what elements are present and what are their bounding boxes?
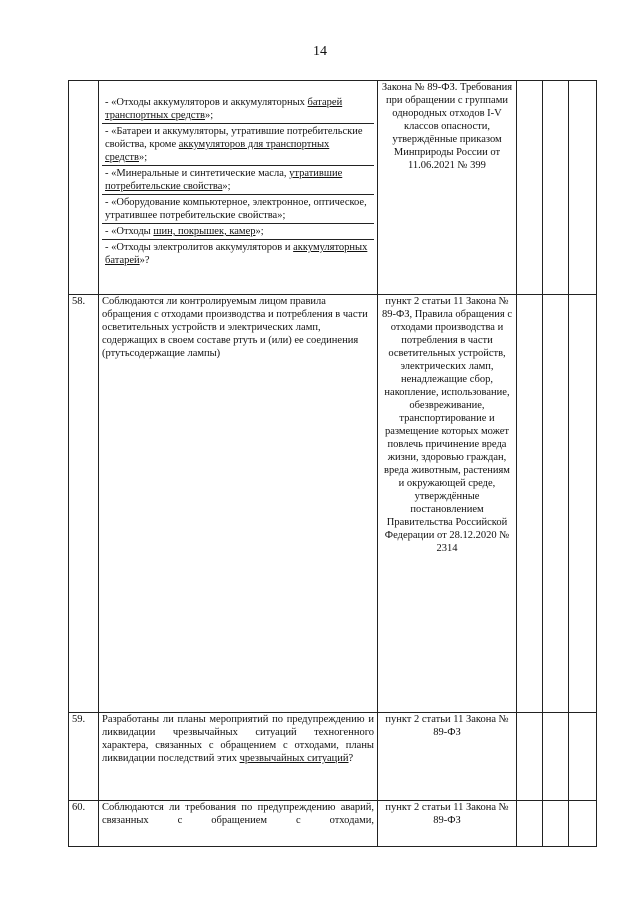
- question-cell: [99, 81, 378, 295]
- list-item: [102, 195, 374, 224]
- list-item: [102, 166, 374, 195]
- legal-basis-cell: Закона № 89-ФЗ. Требования при обращении с группами однородных отходов I-V классов опасности, утверждённые приказом Минприроды России от 11.06.2021 № 399: [378, 81, 517, 295]
- answer-no-cell: [543, 295, 569, 713]
- item-underlined: аккумуляторных батарей: [105, 242, 368, 266]
- answer-yes-cell: [517, 713, 543, 801]
- answer-na-cell: [569, 295, 597, 713]
- row-number: 59.: [69, 713, 99, 801]
- item-underlined: утратившие потребительские свойства: [105, 168, 343, 192]
- list-item: [102, 124, 374, 166]
- page-number: 14: [313, 44, 327, 59]
- item-underlined: аккумуляторов для транспортных средств: [105, 139, 330, 163]
- row-number: 60.: [69, 801, 99, 847]
- item-text: - «Отходы: [105, 226, 151, 237]
- list-item: [102, 224, 374, 240]
- table-row: [69, 81, 597, 295]
- answer-na-cell: [569, 801, 597, 847]
- table-row: [69, 295, 597, 713]
- answer-na-cell: [569, 81, 597, 295]
- legal-basis-cell: пункт 2 статьи 11 Закона № 89-ФЗ, Правила обращения с отходами производства и потребления в части осветительных устройств, электрических ламп, ненадлежащие сбор, накопление, использование, обезвреживание, транспортирование и размещение которых может повлечь причинение вреда жизни, здоровью граждан, вреда животным, растениям и окружающей среде, утверждённые постановлением Правительства Российской Федерации от 28.12.2020 № 2314: [378, 295, 517, 713]
- item-text: - «Минеральные и синтетические масла,: [105, 168, 287, 179]
- answer-yes-cell: [517, 295, 543, 713]
- item-suffix: »;: [205, 110, 214, 121]
- answer-no-cell: [543, 801, 569, 847]
- item-suffix: »;: [255, 226, 264, 237]
- list-item: [102, 240, 374, 268]
- row-number-cell: [69, 81, 99, 295]
- table-row: [69, 713, 597, 801]
- item-text: - «Батареи и аккумуляторы, утратившие потребительские свойства, кроме: [105, 126, 363, 150]
- question-text: Разработаны ли планы мероприятий по предупреждению и ликвидации чрезвычайных ситуаций техногенного характера, связанных с обращением с отходами, планы ликвидации последствий этих: [102, 714, 374, 764]
- question-suffix: ?: [348, 753, 354, 764]
- table-row: [69, 801, 597, 847]
- question-cell: Соблюдаются ли контролируемым лицом правила обращения с отходами производства и потребления в части осветительных устройств и электрических ламп, содержащих в своем составе ртуть и (или) ее соединения (ртутьсодержащие лампы): [99, 295, 378, 713]
- item-suffix: »;: [138, 152, 148, 163]
- question-underlined: чрезвычайных ситуаций: [239, 753, 349, 764]
- item-text: - «Отходы аккумуляторов и аккумуляторных: [105, 97, 305, 108]
- legal-basis-cell: пункт 2 статьи 11 Закона № 89-ФЗ: [378, 713, 517, 801]
- answer-yes-cell: [517, 801, 543, 847]
- answer-na-cell: [569, 713, 597, 801]
- item-text: - «Отходы электролитов аккумуляторов и: [105, 242, 291, 253]
- question-cell: Соблюдаются ли требования по предупреждению аварий, связанных с обращением с отходами,: [99, 801, 378, 847]
- question-cell: [99, 713, 378, 801]
- item-suffix: »;: [222, 181, 231, 192]
- answer-no-cell: [543, 81, 569, 295]
- answer-no-cell: [543, 713, 569, 801]
- requirements-table: [68, 80, 597, 847]
- list-item: [102, 81, 374, 124]
- item-underlined: шин, покрышек, камер: [153, 226, 256, 237]
- answer-yes-cell: [517, 81, 543, 295]
- row-number: 58.: [69, 295, 99, 713]
- item-text: - «Оборудование компьютерное, электронное, оптическое, утратившее потребительские свойства»;: [105, 197, 367, 221]
- legal-basis-cell: пункт 2 статьи 11 Закона № 89-ФЗ: [378, 801, 517, 847]
- item-suffix: »?: [139, 255, 150, 266]
- item-underlined: батарей транспортных средств: [105, 97, 343, 121]
